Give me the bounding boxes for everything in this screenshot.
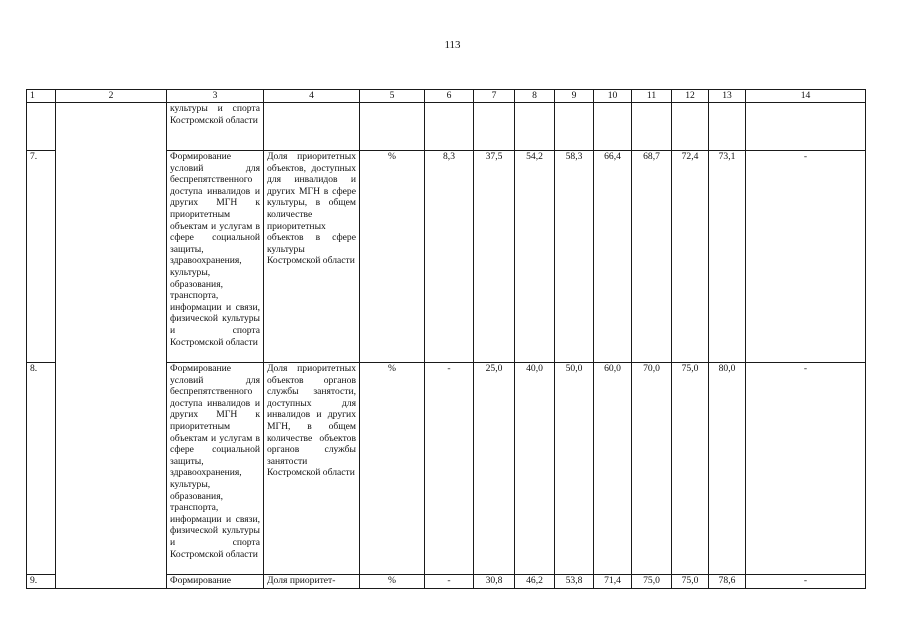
indicator-description: Доля приоритетных объектов, доступных для инвалидов и других МГН в сфере культуры, в общем количестве приоритетных объектов в сфере культуры Костромской области — [264, 151, 360, 363]
value-cell: 75,0 — [672, 575, 709, 589]
value-cell: 58,3 — [555, 151, 594, 363]
value-cell: 53,8 — [555, 575, 594, 589]
row-number: 7. — [27, 151, 56, 363]
row-col2 — [56, 103, 167, 589]
value-cell: 68,7 — [632, 151, 672, 363]
value-cell: 40,0 — [515, 363, 555, 575]
value-cell: 73,1 — [709, 151, 746, 363]
measure-description: Формирование условий для беспрепятственного доступа инвалидов и других МГН к приоритетным объектам и услугам в сфере социальной защиты, здравоохранения, культуры, образования, транспорта, информации и связи, физической культуры и спорта Костромской области — [167, 363, 264, 575]
header-cell: 10 — [594, 90, 632, 103]
unit-cell — [360, 103, 425, 151]
note-cell: - — [746, 575, 866, 589]
value-cell: 37,5 — [474, 151, 515, 363]
header-cell: 3 — [167, 90, 264, 103]
header-cell: 8 — [515, 90, 555, 103]
value-cell — [594, 103, 632, 151]
unit-cell: % — [360, 575, 425, 589]
value-cell — [672, 103, 709, 151]
value-cell: 75,0 — [632, 575, 672, 589]
header-cell: 12 — [672, 90, 709, 103]
value-cell: 46,2 — [515, 575, 555, 589]
header-cell: 7 — [474, 90, 515, 103]
value-cell: 80,0 — [709, 363, 746, 575]
value-cell — [474, 103, 515, 151]
row-number: 8. — [27, 363, 56, 575]
indicator-description: Доля приоритетных объектов органов службы занятости, доступных для инвалидов и других МГН, в общем количестве объектов органов службы занятости Костромской области — [264, 363, 360, 575]
indicator-description: Доля приоритет- — [264, 575, 360, 589]
header-cell: 9 — [555, 90, 594, 103]
measure-description: Формирование условий для беспрепятственного доступа инвалидов и других МГН к приоритетным объектам и услугам в сфере социальной защиты, здравоохранения, культуры, образования, транспорта, информации и связи, физической культуры и спорта Костромской области — [167, 151, 264, 363]
row-number: 9. — [27, 575, 56, 589]
header-cell: 2 — [56, 90, 167, 103]
value-cell: 8,3 — [425, 151, 474, 363]
value-cell — [632, 103, 672, 151]
column-number-row — [27, 90, 866, 103]
note-cell — [746, 103, 866, 151]
unit-cell: % — [360, 151, 425, 363]
note-cell: - — [746, 363, 866, 575]
value-cell: 70,0 — [632, 363, 672, 575]
value-cell: - — [425, 363, 474, 575]
value-cell: 25,0 — [474, 363, 515, 575]
value-cell: 54,2 — [515, 151, 555, 363]
value-cell: 75,0 — [672, 363, 709, 575]
value-cell: 60,0 — [594, 363, 632, 575]
page-number: 113 — [444, 39, 461, 51]
measure-description: культуры и спорта Костромской области — [167, 103, 264, 151]
note-cell: - — [746, 151, 866, 363]
header-cell: 11 — [632, 90, 672, 103]
header-cell: 4 — [264, 90, 360, 103]
value-cell: - — [425, 575, 474, 589]
value-cell: 71,4 — [594, 575, 632, 589]
value-cell — [709, 103, 746, 151]
header-cell: 5 — [360, 90, 425, 103]
value-cell — [555, 103, 594, 151]
value-cell — [425, 103, 474, 151]
measure-description: Формирование — [167, 575, 264, 589]
value-cell: 72,4 — [672, 151, 709, 363]
row-number — [27, 103, 56, 151]
unit-cell: % — [360, 363, 425, 575]
header-cell: 1 — [27, 90, 56, 103]
value-cell: 30,8 — [474, 575, 515, 589]
value-cell — [515, 103, 555, 151]
header-cell: 13 — [709, 90, 746, 103]
indicator-table — [26, 89, 866, 589]
indicator-description — [264, 103, 360, 151]
value-cell: 78,6 — [709, 575, 746, 589]
header-cell: 14 — [746, 90, 866, 103]
table-row — [27, 103, 866, 151]
value-cell: 66,4 — [594, 151, 632, 363]
value-cell: 50,0 — [555, 363, 594, 575]
header-cell: 6 — [425, 90, 474, 103]
